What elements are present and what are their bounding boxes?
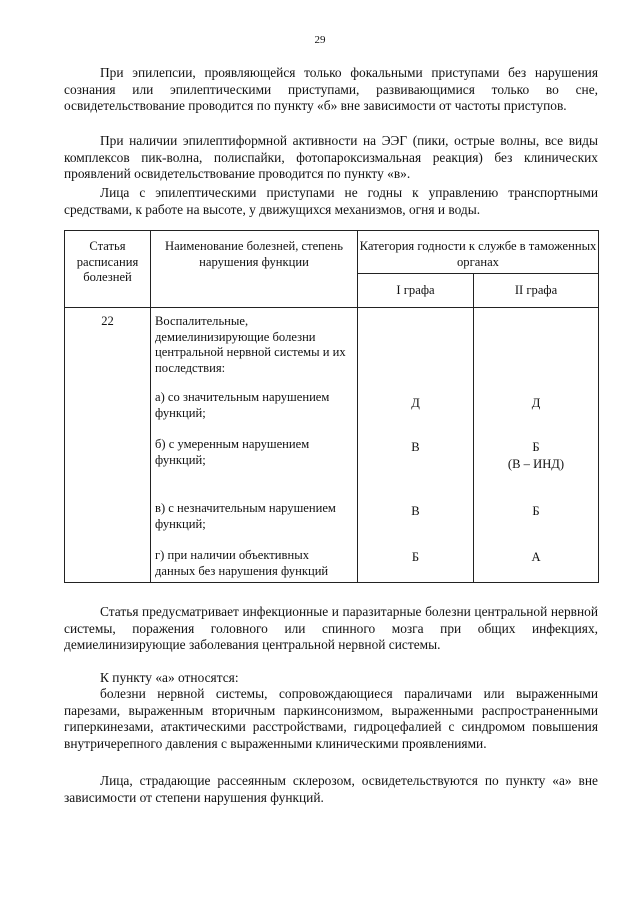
page-number: 29 bbox=[314, 34, 326, 46]
column-1-cell bbox=[358, 308, 474, 583]
item-v-col2: Б bbox=[532, 504, 540, 518]
paragraph-article-scope: Статья предусматривает инфекционные и паразитарные болезни центральной нервной системы, поражения головного или спинного мозга при общих инфекциях, демиелинизирующие заболевания центральной нервной системы. bbox=[64, 604, 598, 652]
article-number: 22 bbox=[65, 308, 151, 583]
item-b-text: б) с умеренным нарушением функций; bbox=[155, 437, 310, 467]
disease-cell bbox=[151, 308, 358, 583]
disease-intro: Воспалительные, демиелинизирующие болезни центральной нервной системы и их последствия: bbox=[155, 314, 346, 375]
paragraph-point-a-details: болезни нервной системы, сопровождающиеся параличами или выраженными парезами, выраженным вторичным паркинсонизмом, выраженными распространенными гиперкинезами, атактическими расстройствами, гидроцефалией с синдромом повышения внутричерепного давления с выраженными клиническими проявлениями. bbox=[64, 686, 598, 751]
item-g-text: г) при наличии объективных данных без нарушения функций bbox=[155, 548, 329, 578]
header-article: Статья расписания болезней bbox=[65, 231, 151, 308]
item-b-col2: Б bbox=[532, 440, 540, 454]
item-v-text: в) с незначительным нарушением функций; bbox=[155, 501, 336, 531]
item-b-col1: В bbox=[411, 440, 420, 454]
item-a-text: а) со значительным нарушением функций; bbox=[155, 390, 330, 420]
header-column-1: I графа bbox=[358, 274, 474, 308]
table-row bbox=[65, 308, 599, 583]
item-b-col2-extra: (В – ИНД) bbox=[507, 457, 565, 471]
item-a-col2: Д bbox=[531, 396, 541, 410]
item-g-col2: А bbox=[531, 550, 541, 564]
header-category: Категория годности к службе в таможенных органах bbox=[358, 231, 599, 274]
header-column-2: II графа bbox=[474, 274, 599, 308]
paragraph-epilepsy-focal: При эпилепсии, проявляющейся только фокальными приступами без нарушения сознания или эпилептическими приступами, развивающимися только во сне, освидетельствование проводится по пункту «б» вне зависимости от частоты приступов. bbox=[64, 65, 598, 113]
paragraph-multiple-sclerosis: Лица, страдающие рассеянным склерозом, освидетельствуются по пункту «а» вне зависимости от степени нарушения функций. bbox=[64, 773, 598, 805]
paragraph-eeg-activity: При наличии эпилептиформной активности на ЭЭГ (пики, острые волны, все виды комплексов пик-волна, полиспайки, фотопароксизмальная реакция) без клинических проявлений освидетельствование проводится по пункту «в». bbox=[64, 133, 598, 181]
paragraph-driving-restriction: Лица с эпилептическими приступами не годны к управлению транспортными средствами, к работе на высоте, у движущихся механизмов, огня и воды. bbox=[64, 185, 598, 217]
paragraph-point-a-heading: К пункту «а» относятся: bbox=[100, 670, 239, 685]
item-v-col1: В bbox=[411, 504, 420, 518]
header-disease: Наименование болезней, степень нарушения функции bbox=[151, 231, 358, 308]
table-header-row bbox=[65, 231, 599, 274]
item-a-col1: Д bbox=[411, 396, 420, 410]
fitness-table bbox=[64, 230, 599, 583]
item-g-col1: Б bbox=[411, 550, 420, 564]
column-2-cell bbox=[474, 308, 599, 583]
